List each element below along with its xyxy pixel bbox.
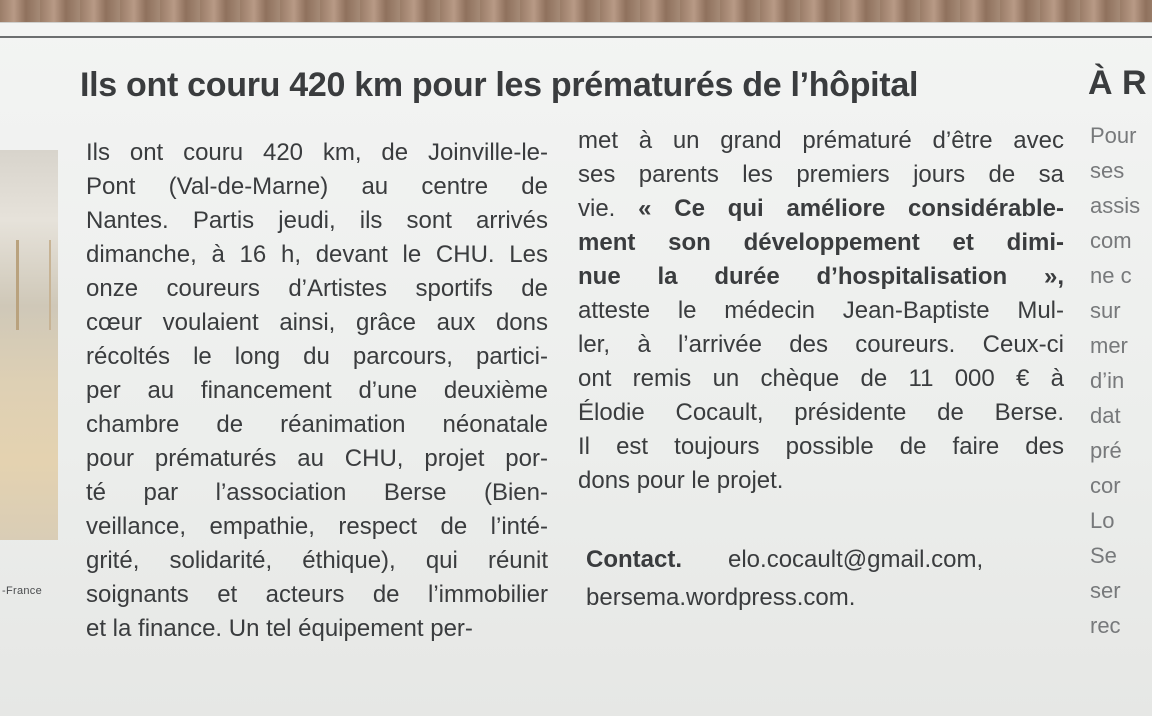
column-2-line: ses parents les premiers jours de sa	[578, 161, 1064, 188]
next-article-column-fragment	[1090, 118, 1152, 643]
fragment-line: com	[1090, 228, 1132, 253]
column-2-line: dons pour le projet.	[578, 467, 784, 494]
fragment-line: ses	[1090, 158, 1125, 183]
column-2-line: met à un grand prématuré d’être avec	[578, 127, 1064, 154]
quote-bold-text: « Ce qui améliore considérable-	[638, 195, 1065, 222]
column-1-line: chambre de réanimation néonatale	[86, 411, 548, 438]
column-1-line: per au financement d’une deuxième	[86, 377, 548, 404]
column-1-line: onze coureurs d’Artistes sportifs de	[86, 275, 548, 302]
article-column-2	[578, 124, 1064, 498]
column-1-line: pour prématurés au CHU, projet por-	[86, 445, 548, 472]
column-1-line: et la finance. Un tel équipement per-	[86, 615, 473, 642]
fragment-line: ne c	[1090, 263, 1132, 288]
contact-website: bersema.wordpress.com.	[586, 584, 856, 611]
article-column-1	[86, 136, 548, 646]
column-1-line: dimanche, à 16 h, devant le CHU. Les	[86, 241, 548, 268]
next-article-headline-fragment: À R	[1088, 64, 1147, 102]
fragment-line: rec	[1090, 613, 1121, 638]
photo-edge	[0, 150, 58, 540]
column-1-line: Pont (Val-de-Marne) au centre de	[86, 173, 548, 200]
fragment-line: cor	[1090, 473, 1121, 498]
column-1-line: grité, solidarité, éthique), qui réunit	[86, 547, 548, 574]
fragment-line: Lo	[1090, 508, 1115, 533]
column-1-line: veillance, empathie, respect de l’inté-	[86, 513, 548, 540]
column-1-line: récoltés le long du parcours, partici-	[86, 343, 548, 370]
column-2-line: Élodie Cocault, présidente de Berse.	[578, 399, 1064, 426]
contact-email: elo.cocault@gmail.com,	[728, 546, 984, 573]
column-1-line: té par l’association Berse (Bien-	[86, 479, 548, 506]
fragment-line: mer	[1090, 333, 1128, 358]
column-2-text: vie.	[578, 195, 639, 222]
column-2-line: atteste le médecin Jean-Baptiste Mul-	[578, 297, 1064, 324]
column-1-line: cœur voulaient ainsi, grâce aux dons	[86, 309, 548, 336]
quote-bold-line: nue la durée d’hospitalisation »,	[578, 263, 1064, 290]
column-2-line: ler, à l’arrivée des coureurs. Ceux-ci	[578, 331, 1064, 358]
top-divider-rule	[0, 36, 1152, 38]
fragment-line: dat	[1090, 403, 1121, 428]
column-2-line: Il est toujours possible de faire des	[578, 433, 1064, 460]
fragment-line: ser	[1090, 578, 1121, 603]
column-1-line: Nantes. Partis jeudi, ils sont arrivés	[86, 207, 548, 234]
column-2-line	[578, 192, 1064, 226]
column-1-line: Ils ont couru 420 km, de Joinville-le-	[86, 139, 548, 166]
fragment-line: d’in	[1090, 368, 1125, 393]
contact-line	[586, 546, 983, 574]
fragment-line: assis	[1090, 193, 1141, 218]
photo-credit: -France	[2, 585, 42, 597]
column-1-line: soignants et acteurs de l’immobilier	[86, 581, 548, 608]
column-2-line: ont remis un chèque de 11 000 € à	[578, 365, 1064, 392]
fragment-line: sur	[1090, 298, 1121, 323]
quote-bold-line: ment son développement et dimi-	[578, 229, 1064, 256]
fragment-line: pré	[1090, 438, 1122, 463]
fragment-line: Pour	[1090, 123, 1137, 148]
contact-label: Contact.	[586, 546, 682, 573]
fragment-line: Se	[1090, 543, 1117, 568]
article-headline: Ils ont couru 420 km pour les prématurés de l’hôpital	[80, 66, 919, 104]
